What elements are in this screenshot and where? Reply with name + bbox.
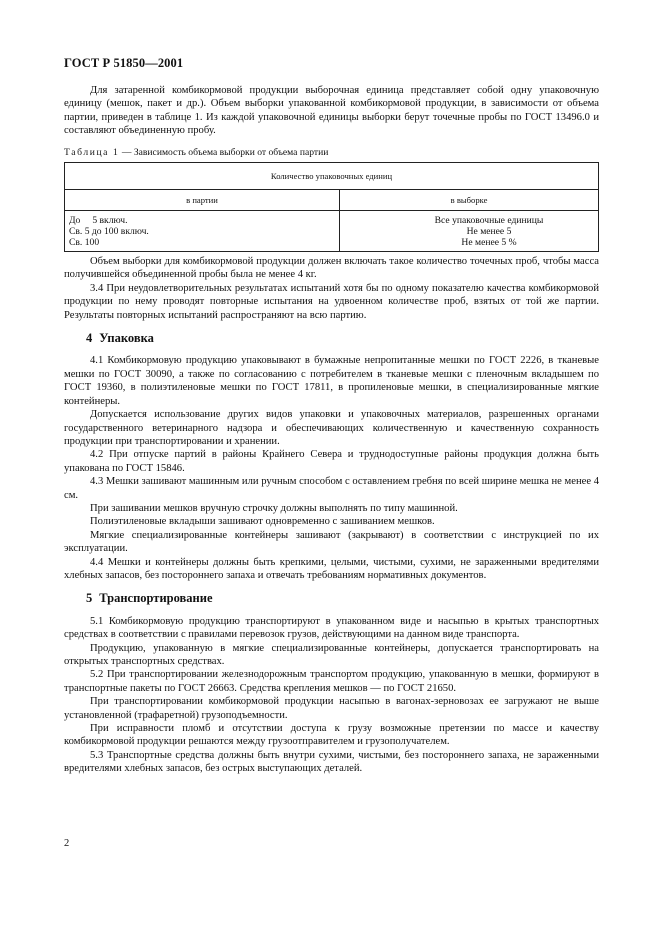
table-cell-value: До 5 включ. (69, 215, 128, 227)
table-cell-value: Св. 5 до 100 включ. (69, 226, 149, 238)
intro-paragraph: Для затаренной комбикормовой продукции выборочная единица представляет собой одну упаковочную единицу (мешок, пакет и др.). Объем выборки упакованной комбикормовой продукции, в зависимости от объема партии, приведен в таблице 1. Из каждой упаковочной единицы выборки берут точечные пробы по ГОСТ 13496.0 и составляют объединенную пробу. (64, 85, 599, 137)
section-heading-packaging (86, 332, 599, 345)
page-content (64, 84, 599, 776)
section-title: Упаковка (99, 331, 154, 346)
table-header-sample: в выборке (340, 190, 599, 211)
paragraph: При транспортировании комбикормовой продукции насыпью в вагонах-зерновозах ее загружают не выше установленной (трафаретной) грузоподъемности. (64, 696, 599, 721)
section-number: 5 (86, 591, 93, 606)
table-subheader-row (65, 190, 599, 211)
paragraph: Полиэтиленовые вкладыши зашивают одновременно с зашиванием мешков. (90, 516, 435, 528)
section-title: Транспортирование (99, 591, 213, 606)
paragraph: 4.4 Мешки и контейнеры должны быть крепкими, целыми, чистыми, сухими, не зараженными вредителями хлебных запасов, без постороннего запаха и отвечать требованиям нормативных документов. (64, 556, 599, 581)
table-cell-lot (65, 211, 340, 252)
after-table-section (64, 255, 599, 322)
paragraph: 5.3 Транспортные средства должны быть внутри сухими, чистыми, без постороннего запаха, не зараженными вредителями хлебных запасов, без острых выступающих деталей. (64, 749, 599, 775)
table-caption-prefix: Таблица 1 (64, 146, 120, 158)
table-header-main: Количество упаковочных единиц (65, 163, 599, 190)
paragraph: Продукцию, упакованную в мягкие специализированные контейнеры, допускается транспортировать на открытых транспортных средствах. (64, 642, 599, 667)
page-number: 2 (64, 838, 70, 849)
paragraph: 5.2 При транспортировании железнодорожным транспортом продукцию, упакованную в мешки, формируют в транспортные пакеты по ГОСТ 26663. Средства крепления мешков — по ГОСТ 21650. (64, 669, 599, 694)
paragraph: Допускается использование других видов упаковки и упаковочных материалов, разрешенных органами государственного ветеринарного надзора и обеспечивающих количественную и качественную сохранность продукции при транспортировании и хранении. (64, 409, 599, 447)
table-cell-value: Не менее 5 (466, 226, 512, 238)
table-caption-text: — Зависимость объема выборки от объема партии (119, 146, 329, 158)
sample-size-table (64, 162, 599, 252)
paragraph: При зашивании мешков вручную строчку должны выполнять по типу машинной. (90, 502, 458, 514)
section-heading-transportation (86, 592, 599, 605)
table-header-row (65, 163, 599, 190)
paragraph: 5.1 Комбикормовую продукцию транспортируют в упакованном виде и насыпью в крытых транспортных средствах в соответствии с правилами перевозок грузов, действующими на данном виде транспорта. (64, 615, 599, 641)
paragraph: 3.4 При неудовлетворительных результатах испытаний хотя бы по одному показателю качества комбикормовой продукции по нему проводят повторные испытания на удвоенном количестве проб, взятых от той же партии. Результаты повторных испытаний распространяют на всю партию. (64, 282, 599, 321)
table-row (65, 211, 599, 252)
intro-section (64, 84, 599, 138)
paragraph: При исправности пломб и отсутствии доступа к грузу возможные претензии по массе и качеству комбикормовой продукции решаются между грузоотправителем и грузополучателем. (64, 723, 599, 748)
transportation-section (64, 615, 599, 776)
table-cell-value: Св. 100 (69, 237, 100, 249)
paragraph: Мягкие специализированные контейнеры зашивают (закрывают) в соответствии с инструкцией по их эксплуатации. (64, 529, 599, 555)
table-cell-value: Не менее 5 % (461, 237, 517, 249)
table-caption (64, 146, 599, 159)
document-code-header: ГОСТ Р 51850—2001 (64, 56, 184, 70)
paragraph: Объем выборки для комбикормовой продукции должен включать такое количество точечных проб, чтобы масса получившейся объединенной пробы была не менее 4 кг. (64, 256, 599, 281)
packaging-section (64, 354, 599, 582)
table-header-lot: в партии (65, 190, 340, 211)
paragraph: 4.2 При отпуске партий в районы Крайнего Севера и труднодоступные районы продукция должна быть упакована по ГОСТ 15846. (64, 449, 599, 474)
paragraph: 4.1 Комбикормовую продукцию упаковывают в бумажные непропитанные мешки по ГОСТ 2226, в тканевые мешки по ГОСТ 30090, а также по согласованию с потребителем в тканевые мешки с пленочным вкладышем по ГОСТ 19360, в полиэтиленовые мешки по ГОСТ 17811, в пропиленовые мешки, в специализированные мягкие контейнеры. (64, 355, 599, 407)
table-cell-sample (340, 211, 599, 252)
section-number: 4 (86, 331, 93, 346)
paragraph: 4.3 Мешки зашивают машинным или ручным способом с оставлением гребня по всей ширине мешка не менее 4 см. (64, 476, 599, 501)
table-cell-value: Все упаковочные единицы (434, 215, 544, 227)
